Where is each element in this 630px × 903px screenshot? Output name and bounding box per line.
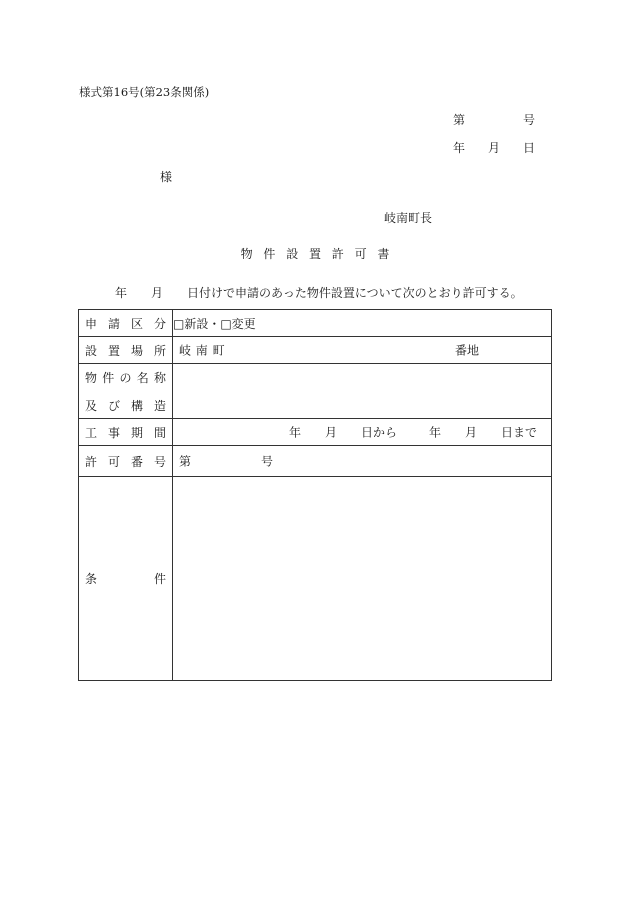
object-label-line1 [85,369,166,386]
table-row-location [79,337,552,364]
conditions-value [173,477,552,681]
period-from-day: 日から [361,425,398,440]
permit-table [78,309,552,681]
object-label-line2 [85,397,166,414]
permit-number-prefix: 第 [179,454,192,469]
table-row-permit-number [79,446,552,477]
conditions-label [79,477,173,681]
label-char: 申 [85,316,98,331]
label-char: 間 [153,425,166,440]
period-from-month: 月 [325,425,338,440]
table-row-object [79,364,552,419]
object-label [79,364,173,419]
period-to-month: 月 [465,425,478,440]
location-label-text [85,342,166,359]
location-suffix: 番地 [455,343,480,358]
document-title-text: 物件設置許可書 [240,247,401,261]
location-town: 岐南町 [179,343,230,358]
intro-text: 日付けで申請のあった物件設置について次のとおり許可する。 [187,286,523,300]
addressee: 様 [160,170,173,184]
permit-number-label-text [85,453,166,470]
conditions-label-text [85,570,166,587]
application-type-value: □新設・□変更 [173,310,552,337]
period-from-year: 年 [289,425,302,440]
label-char: 置 [107,343,120,358]
location-value [173,337,552,364]
period-label-text [85,424,166,441]
period-to-year: 年 [429,425,442,440]
object-value [173,364,552,419]
label-char: 構 [130,398,143,413]
label-char: 場 [130,343,143,358]
label-char: 区 [130,316,143,331]
issuer: 岐南町長 [384,211,433,225]
intro-sentence [115,287,523,299]
label-char: 造 [153,398,166,413]
permit-number-label [79,446,173,477]
label-char: 設 [85,343,98,358]
label-char: 許 [85,454,98,469]
label-char: 号 [153,454,166,469]
label-char: の [119,370,132,385]
label-char: び [107,398,120,413]
label-char: 分 [153,316,166,331]
location-label [79,337,173,364]
issue-date-month: 月 [488,141,501,155]
application-type-label-text [85,315,166,332]
label-char: 可 [107,454,120,469]
label-char: 所 [153,343,166,358]
intro-month: 月 [151,286,164,300]
label-char: 件 [153,572,166,586]
application-type-label [79,310,173,337]
label-char: 期 [130,425,143,440]
document-number-prefix: 第 [453,113,466,127]
label-char: 名 [136,370,149,385]
label-char: 及 [85,398,98,413]
issue-date-day: 日 [523,141,536,155]
label-char: 請 [107,316,120,331]
table-row-application-type [79,310,552,337]
document-title [0,248,630,260]
table-row-period [79,419,552,446]
period-label [79,419,173,446]
label-char: 条 [85,572,98,586]
issue-date-year: 年 [453,141,466,155]
document-number-suffix: 号 [522,113,535,127]
period-value [173,419,552,446]
label-char: 物 [85,370,98,385]
label-char: 件 [102,370,115,385]
label-char: 番 [130,454,143,469]
table-row-conditions [79,477,552,681]
label-char: 称 [153,370,166,385]
label-char: 工 [85,425,98,440]
label-char: 事 [107,425,120,440]
intro-year: 年 [115,286,128,300]
period-to-day: 日まで [501,425,538,440]
permit-number-value [173,446,552,477]
permit-number-suffix: 号 [261,454,274,469]
form-number: 様式第16号(第23条関係) [79,85,210,99]
